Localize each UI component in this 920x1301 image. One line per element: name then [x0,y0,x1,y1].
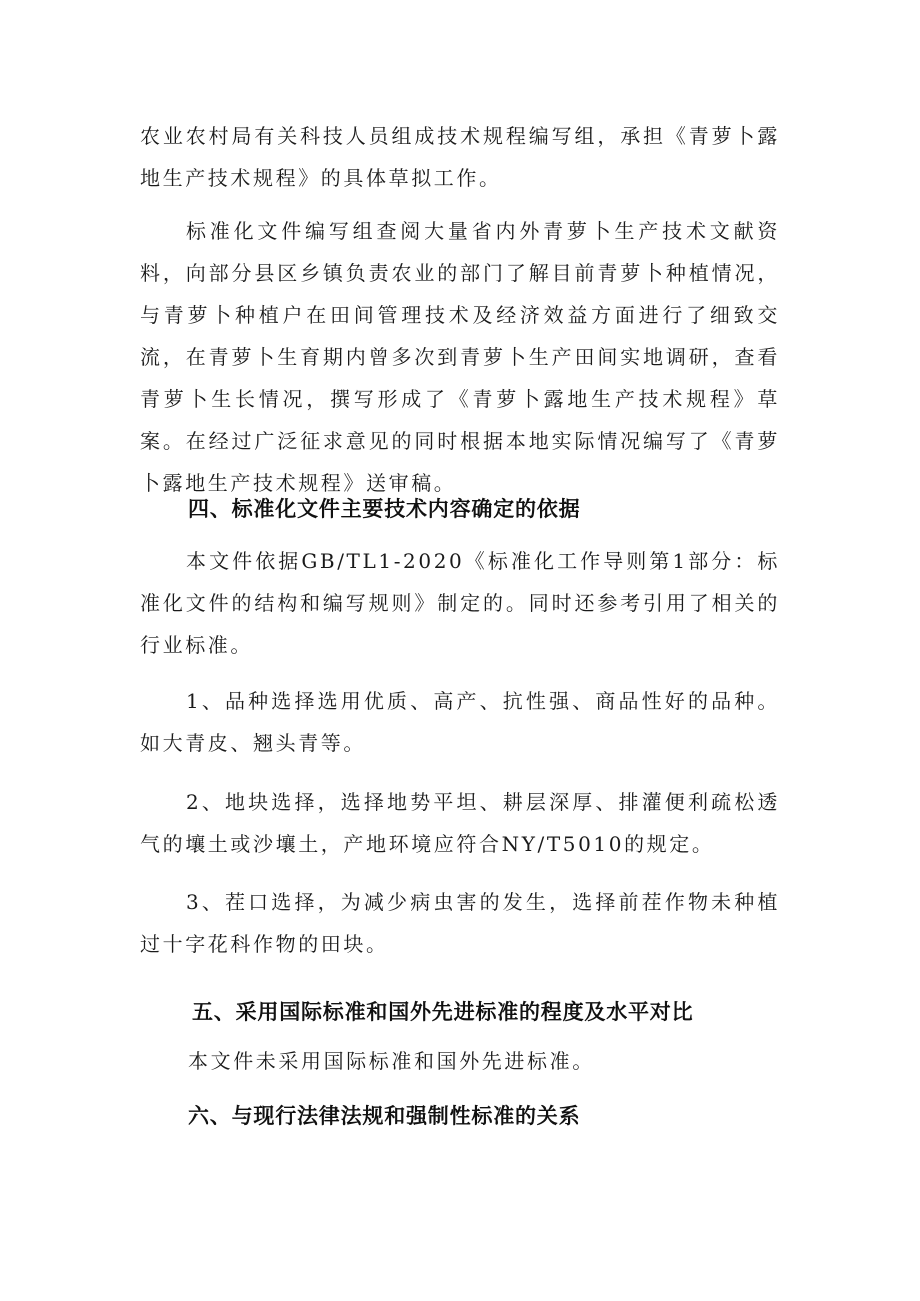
section-4-heading: 四、标准化文件主要技术内容确定的依据 [188,497,581,521]
list-item-variety: 1、品种选择选用优质、高产、抗性强、商品性好的品种。如大青皮、翘头青等。 [140,689,780,755]
drafting-process-paragraph: 标准化文件编写组查阅大量省内外青萝卜生产技术文献资料，向部分县区乡镇负责农业的部门了解目前青萝卜种植情况，与青萝卜种植户在田间管理技术及经济效益方面进行了细致交流，在青萝卜生育期内曾多次到青萝卜生产田间实地调研，查看青萝卜生长情况，撰写形成了《青萝卜露地生产技术规程》草案。在经过广泛征求意见的同时根据本地实际情况编写了《青萝卜露地生产技术规程》送审稿。 [140,219,780,495]
intro-continued-paragraph: 农业农村局有关科技人员组成技术规程编写组，承担《青萝卜露地生产技术规程》的具体草拟工作。 [140,124,780,190]
section-6-heading: 六、与现行法律法规和强制性标准的关系 [188,1104,581,1128]
list-item-plot: 2、地块选择，选择地势平坦、耕层深厚、排灌便利疏松透气的壤土或沙壤土，产地环境应符合NY/T5010的规定。 [140,790,780,856]
section-5-heading: 五、采用国际标准和国外先进标准的程度及水平对比 [192,1000,694,1024]
list-item-rotation: 3、茬口选择，为减少病虫害的发生，选择前茬作物未种植过十字花科作物的田块。 [140,890,780,956]
section-4-basis-paragraph: 本文件依据GB/TL1-2020《标准化工作导则第1部分：标准化文件的结构和编写规则》制定的。同时还参考引用了相关的行业标准。 [140,549,780,657]
section-5-body-paragraph: 本文件未采用国际标准和国外先进标准。 [188,1049,595,1073]
